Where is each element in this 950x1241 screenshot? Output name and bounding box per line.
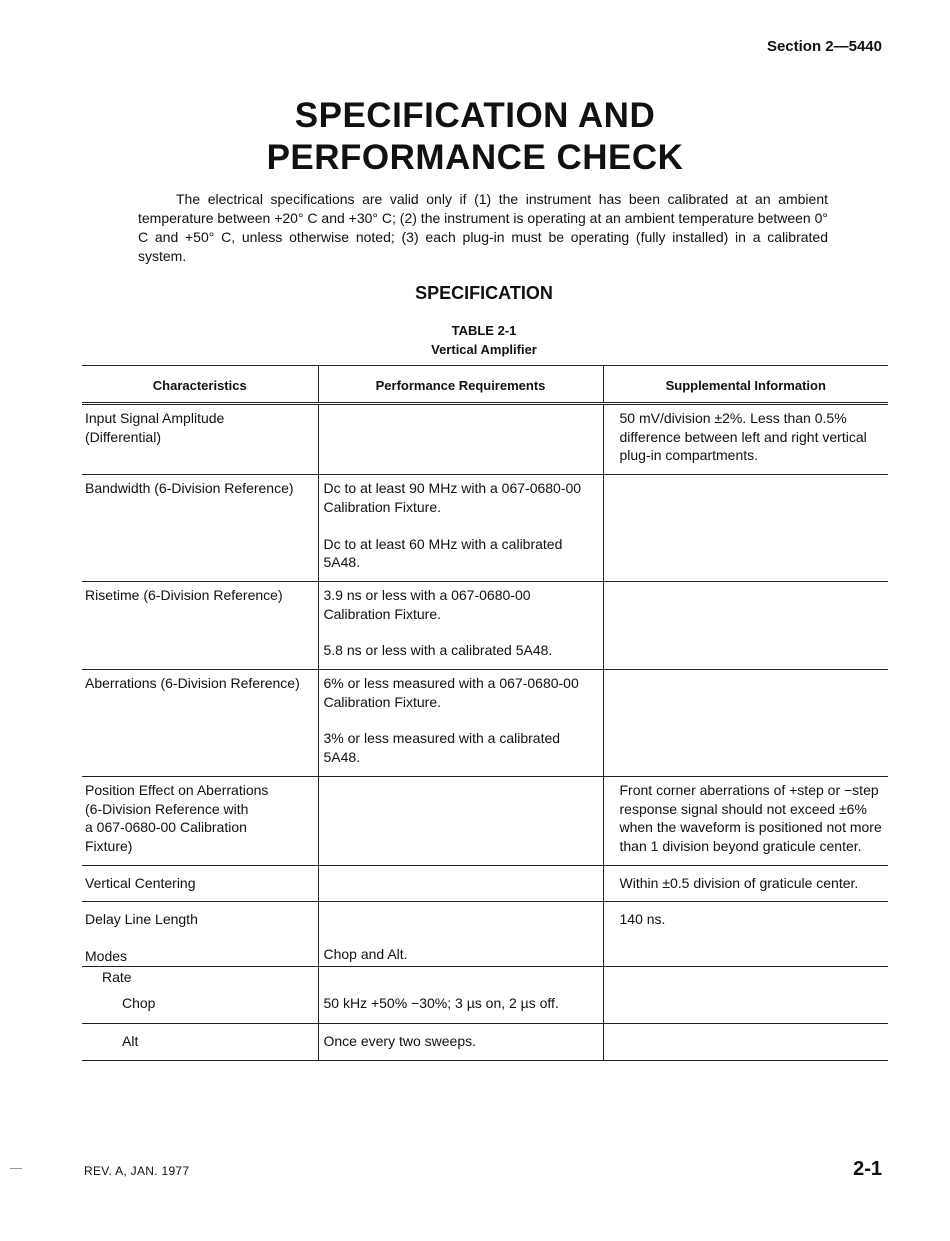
vertical-amplifier-table <box>82 365 888 1061</box>
requirement-cell <box>318 776 603 865</box>
table-caption <box>0 321 950 359</box>
table-row-chop <box>82 986 888 1023</box>
requirement-paragraph: 3.9 ns or less with a 067-0680-00 Calibration Fixture. <box>323 586 531 622</box>
characteristic-line: Position Effect on Aberrations <box>85 781 269 798</box>
requirement-cell: Chop and Alt. <box>318 902 603 966</box>
supplemental-cell <box>603 475 888 582</box>
requirement-cell <box>318 475 603 582</box>
supplemental-cell: 140 ns. <box>603 902 888 966</box>
requirement-cell <box>318 966 603 986</box>
requirement-cell: Once every two sweeps. <box>318 1024 603 1061</box>
requirement-cell <box>318 404 603 475</box>
supplemental-cell: Within ±0.5 division of graticule center. <box>603 865 888 902</box>
requirement-paragraph: Dc to at least 90 MHz with a 067-0680-00 Calibration Fixture. <box>323 480 582 515</box>
supplemental-cell: Front corner aberrations of +step or −step response signal should not exceed ±6% when the waveform is positioned not more than 1 division beyond graticule center. <box>603 776 888 865</box>
requirement-cell: 50 kHz +50% −30%; 3 µs on, 2 µs off. <box>318 986 603 1023</box>
revision-footer: REV. A, JAN. 1977 <box>84 1164 190 1178</box>
characteristic-cell: Aberrations (6-Division Reference) <box>82 670 318 777</box>
page-number: 2-1 <box>853 1158 882 1180</box>
table-row <box>82 865 888 902</box>
requirement-paragraph: 3% or less measured with a calibrated 5A48. <box>323 730 561 766</box>
section-header: Section 2—5440 <box>766 38 882 55</box>
characteristic-line: a 067-0680-00 Calibration <box>85 819 247 836</box>
table-header-row <box>82 366 888 404</box>
supplemental-cell <box>603 581 888 669</box>
delay-line-label: Delay Line Length <box>85 911 198 928</box>
table-row-delay-modes <box>82 902 888 966</box>
supplemental-cell <box>603 1024 888 1061</box>
table-row-alt <box>82 1024 888 1061</box>
header-supplemental-information: Supplemental Information <box>603 366 888 404</box>
characteristic-line: Fixture) <box>85 837 133 854</box>
supplemental-cell: 50 mV/division ±2%. Less than 0.5% difference between left and right vertical plug-in compartments. <box>603 404 888 475</box>
requirement-cell <box>318 581 603 669</box>
header-performance-requirements: Performance Requirements <box>318 366 603 404</box>
intro-paragraph <box>138 190 828 266</box>
characteristic-cell <box>82 776 318 865</box>
supplemental-cell <box>603 670 888 777</box>
table-row <box>82 776 888 865</box>
characteristic-cell: Risetime (6-Division Reference) <box>82 581 318 669</box>
page-title-line-2: PERFORMANCE CHECK <box>266 138 684 177</box>
header-characteristics: Characteristics <box>82 366 318 404</box>
specification-heading: SPECIFICATION <box>415 283 553 303</box>
table-row <box>82 404 888 475</box>
requirement-paragraph: 5.8 ns or less with a calibrated 5A48. <box>323 642 553 659</box>
supplemental-cell <box>603 986 888 1023</box>
characteristic-cell: Vertical Centering <box>82 865 318 902</box>
chop-label: Chop <box>82 986 318 1023</box>
modes-label: Modes <box>85 948 128 965</box>
supplemental-cell <box>603 966 888 986</box>
characteristic-line: Input Signal Amplitude <box>85 410 225 426</box>
requirement-cell <box>318 865 603 902</box>
table-number: TABLE 2-1 <box>451 323 517 338</box>
table-row <box>82 475 888 582</box>
table-title: Vertical Amplifier <box>431 342 537 357</box>
rate-label: Rate <box>102 968 132 985</box>
requirement-paragraph: Dc to at least 60 MHz with a calibrated 5A48. <box>323 535 563 571</box>
characteristic-cell <box>82 404 318 475</box>
characteristic-cell <box>82 902 318 966</box>
table-row <box>82 581 888 669</box>
table-row <box>82 670 888 777</box>
characteristic-cell: Bandwidth (6-Division Reference) <box>82 475 318 582</box>
requirement-cell <box>318 670 603 777</box>
page-title <box>0 95 950 179</box>
alt-label: Alt <box>82 1024 318 1061</box>
intro-text: The electrical specifications are valid only if (1) the instrument has been calibrated at an ambient temperature between +20° C and +30° C; (2) the instrument is operating at an ambient temperature between 0° C and +50° C, unless otherwise noted; (3) each plug-in must be operating (fully installed) in a calibrated system. <box>138 191 828 264</box>
characteristic-line: (Differential) <box>85 428 161 445</box>
characteristic-line: (6-Division Reference with <box>85 800 249 817</box>
table-row-rate <box>82 966 888 986</box>
margin-mark <box>10 1168 22 1169</box>
page-title-line-1: SPECIFICATION AND <box>294 96 656 135</box>
requirement-paragraph: 6% or less measured with a 067-0680-00 Calibration Fixture. <box>323 675 579 710</box>
